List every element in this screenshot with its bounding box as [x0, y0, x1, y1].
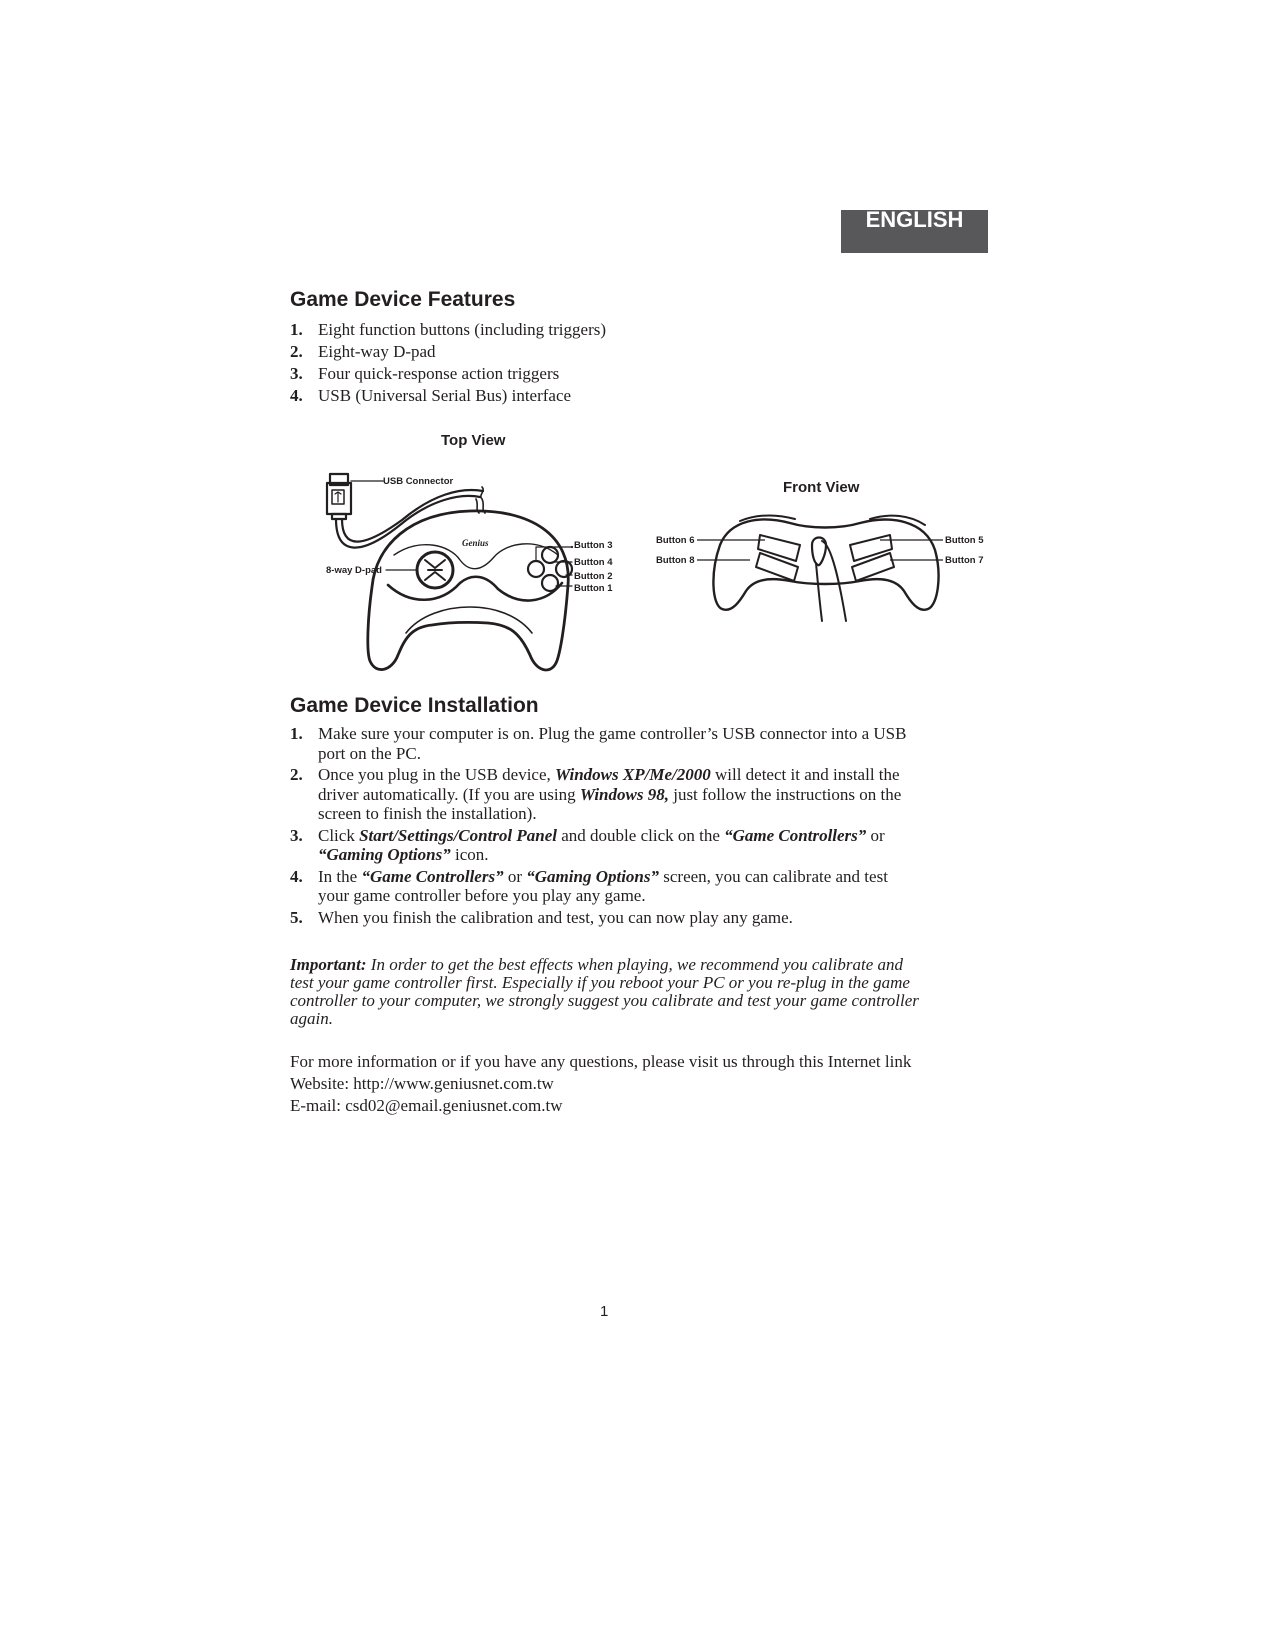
step-text: In the: [318, 866, 362, 886]
important-label: Important:: [290, 955, 367, 974]
item-number: 2.: [290, 765, 303, 784]
item-number: 3.: [290, 364, 303, 383]
usb-connector-icon: [327, 474, 351, 519]
os-name: Windows 98,: [579, 784, 669, 804]
step-text: Once you plug in the USB device,: [318, 765, 556, 784]
button1-label: Button 1: [574, 583, 613, 594]
dpad-label: 8-way D-pad: [326, 565, 382, 576]
feature-item: [290, 319, 930, 340]
step-text: or: [503, 866, 527, 886]
contact-intro: For more information or if you have any questions, please visit us through this Internet link: [290, 1052, 912, 1071]
item-number: 1.: [290, 320, 303, 339]
control-name: “Gaming Options”: [318, 845, 451, 864]
installation-step: [290, 908, 922, 928]
menu-path: Start/Settings/Control Panel: [359, 825, 558, 845]
step-text: screen, you can calibrate and test your game controller before you play any game.: [318, 866, 888, 905]
feature-item: [290, 341, 930, 362]
step-text: icon.: [450, 845, 489, 864]
face-buttons-icon: [528, 547, 572, 591]
step-text: When you finish the calibration and test, you can now play any game.: [318, 907, 793, 927]
step-text: Make sure your computer is on. Plug the game controller’s USB connector into a USB port on the PC.: [318, 724, 907, 763]
installation-step: [290, 867, 922, 906]
button6-label: Button 6: [656, 535, 695, 546]
button5-label: Button 5: [945, 535, 984, 546]
item-number: 3.: [290, 825, 303, 845]
contact-info: [290, 1052, 930, 1118]
item-text: Eight function buttons (including triggers): [318, 320, 607, 339]
features-heading: Game Device Features: [290, 288, 516, 311]
button2-label: Button 2: [574, 571, 613, 582]
feature-item: [290, 363, 930, 384]
os-name: Windows XP/Me/2000: [555, 765, 711, 784]
page-number: 1: [600, 1303, 609, 1320]
item-number: 1.: [290, 724, 303, 743]
button8-label: Button 8: [656, 555, 695, 566]
installation-step: [290, 724, 922, 763]
step-text: will detect it and install the driver automatically. (If you are using: [318, 765, 900, 804]
front-view-callout-lines: [695, 535, 945, 565]
dpad-icon: [417, 552, 453, 588]
item-number: 5.: [290, 907, 303, 927]
feature-item: [290, 385, 930, 406]
control-name: “Game Controllers”: [361, 866, 504, 886]
front-view-title: Front View: [783, 479, 860, 496]
top-view-title: Top View: [441, 432, 506, 449]
button7-label: Button 7: [945, 555, 984, 566]
features-list: [290, 319, 930, 407]
item-number: 2.: [290, 342, 303, 361]
step-text: and double click on the: [557, 825, 725, 845]
button3-label: Button 3: [574, 540, 613, 551]
item-text: Four quick-response action triggers: [318, 364, 560, 383]
important-note: [290, 956, 920, 1028]
installation-step: [290, 765, 922, 824]
usb-connector-label: USB Connector: [383, 476, 454, 487]
language-badge: ENGLISH: [841, 210, 988, 253]
step-text: just follow the instructions on the screen to finish the installation).: [318, 784, 902, 823]
control-name: “Game Controllers”: [724, 825, 867, 845]
front-view-controller-illustration: [700, 505, 950, 625]
item-number: 4.: [290, 386, 303, 405]
step-text: Click: [318, 825, 360, 845]
email-link[interactable]: E-mail: csd02@email.geniusnet.com.tw: [290, 1096, 563, 1115]
item-text: Eight-way D-pad: [318, 342, 436, 361]
important-text: In order to get the best effects when playing, we recommend you calibrate and test your game controller first. Especially if you reboot your PC or you re-plug in the game controller to your computer, we strongly suggest you calibrate and test your game controller again.: [290, 955, 919, 1028]
genius-logo: Genius: [462, 538, 489, 548]
item-text: USB (Universal Serial Bus) interface: [318, 386, 572, 405]
control-name: “Gaming Options”: [526, 866, 659, 886]
step-text: or: [866, 825, 885, 845]
button4-label: Button 4: [574, 557, 613, 568]
installation-heading: Game Device Installation: [290, 694, 539, 717]
item-number: 4.: [290, 866, 303, 886]
installation-list: [290, 724, 922, 929]
website-link[interactable]: Website: http://www.geniusnet.com.tw: [290, 1074, 554, 1093]
installation-step: [290, 826, 922, 865]
